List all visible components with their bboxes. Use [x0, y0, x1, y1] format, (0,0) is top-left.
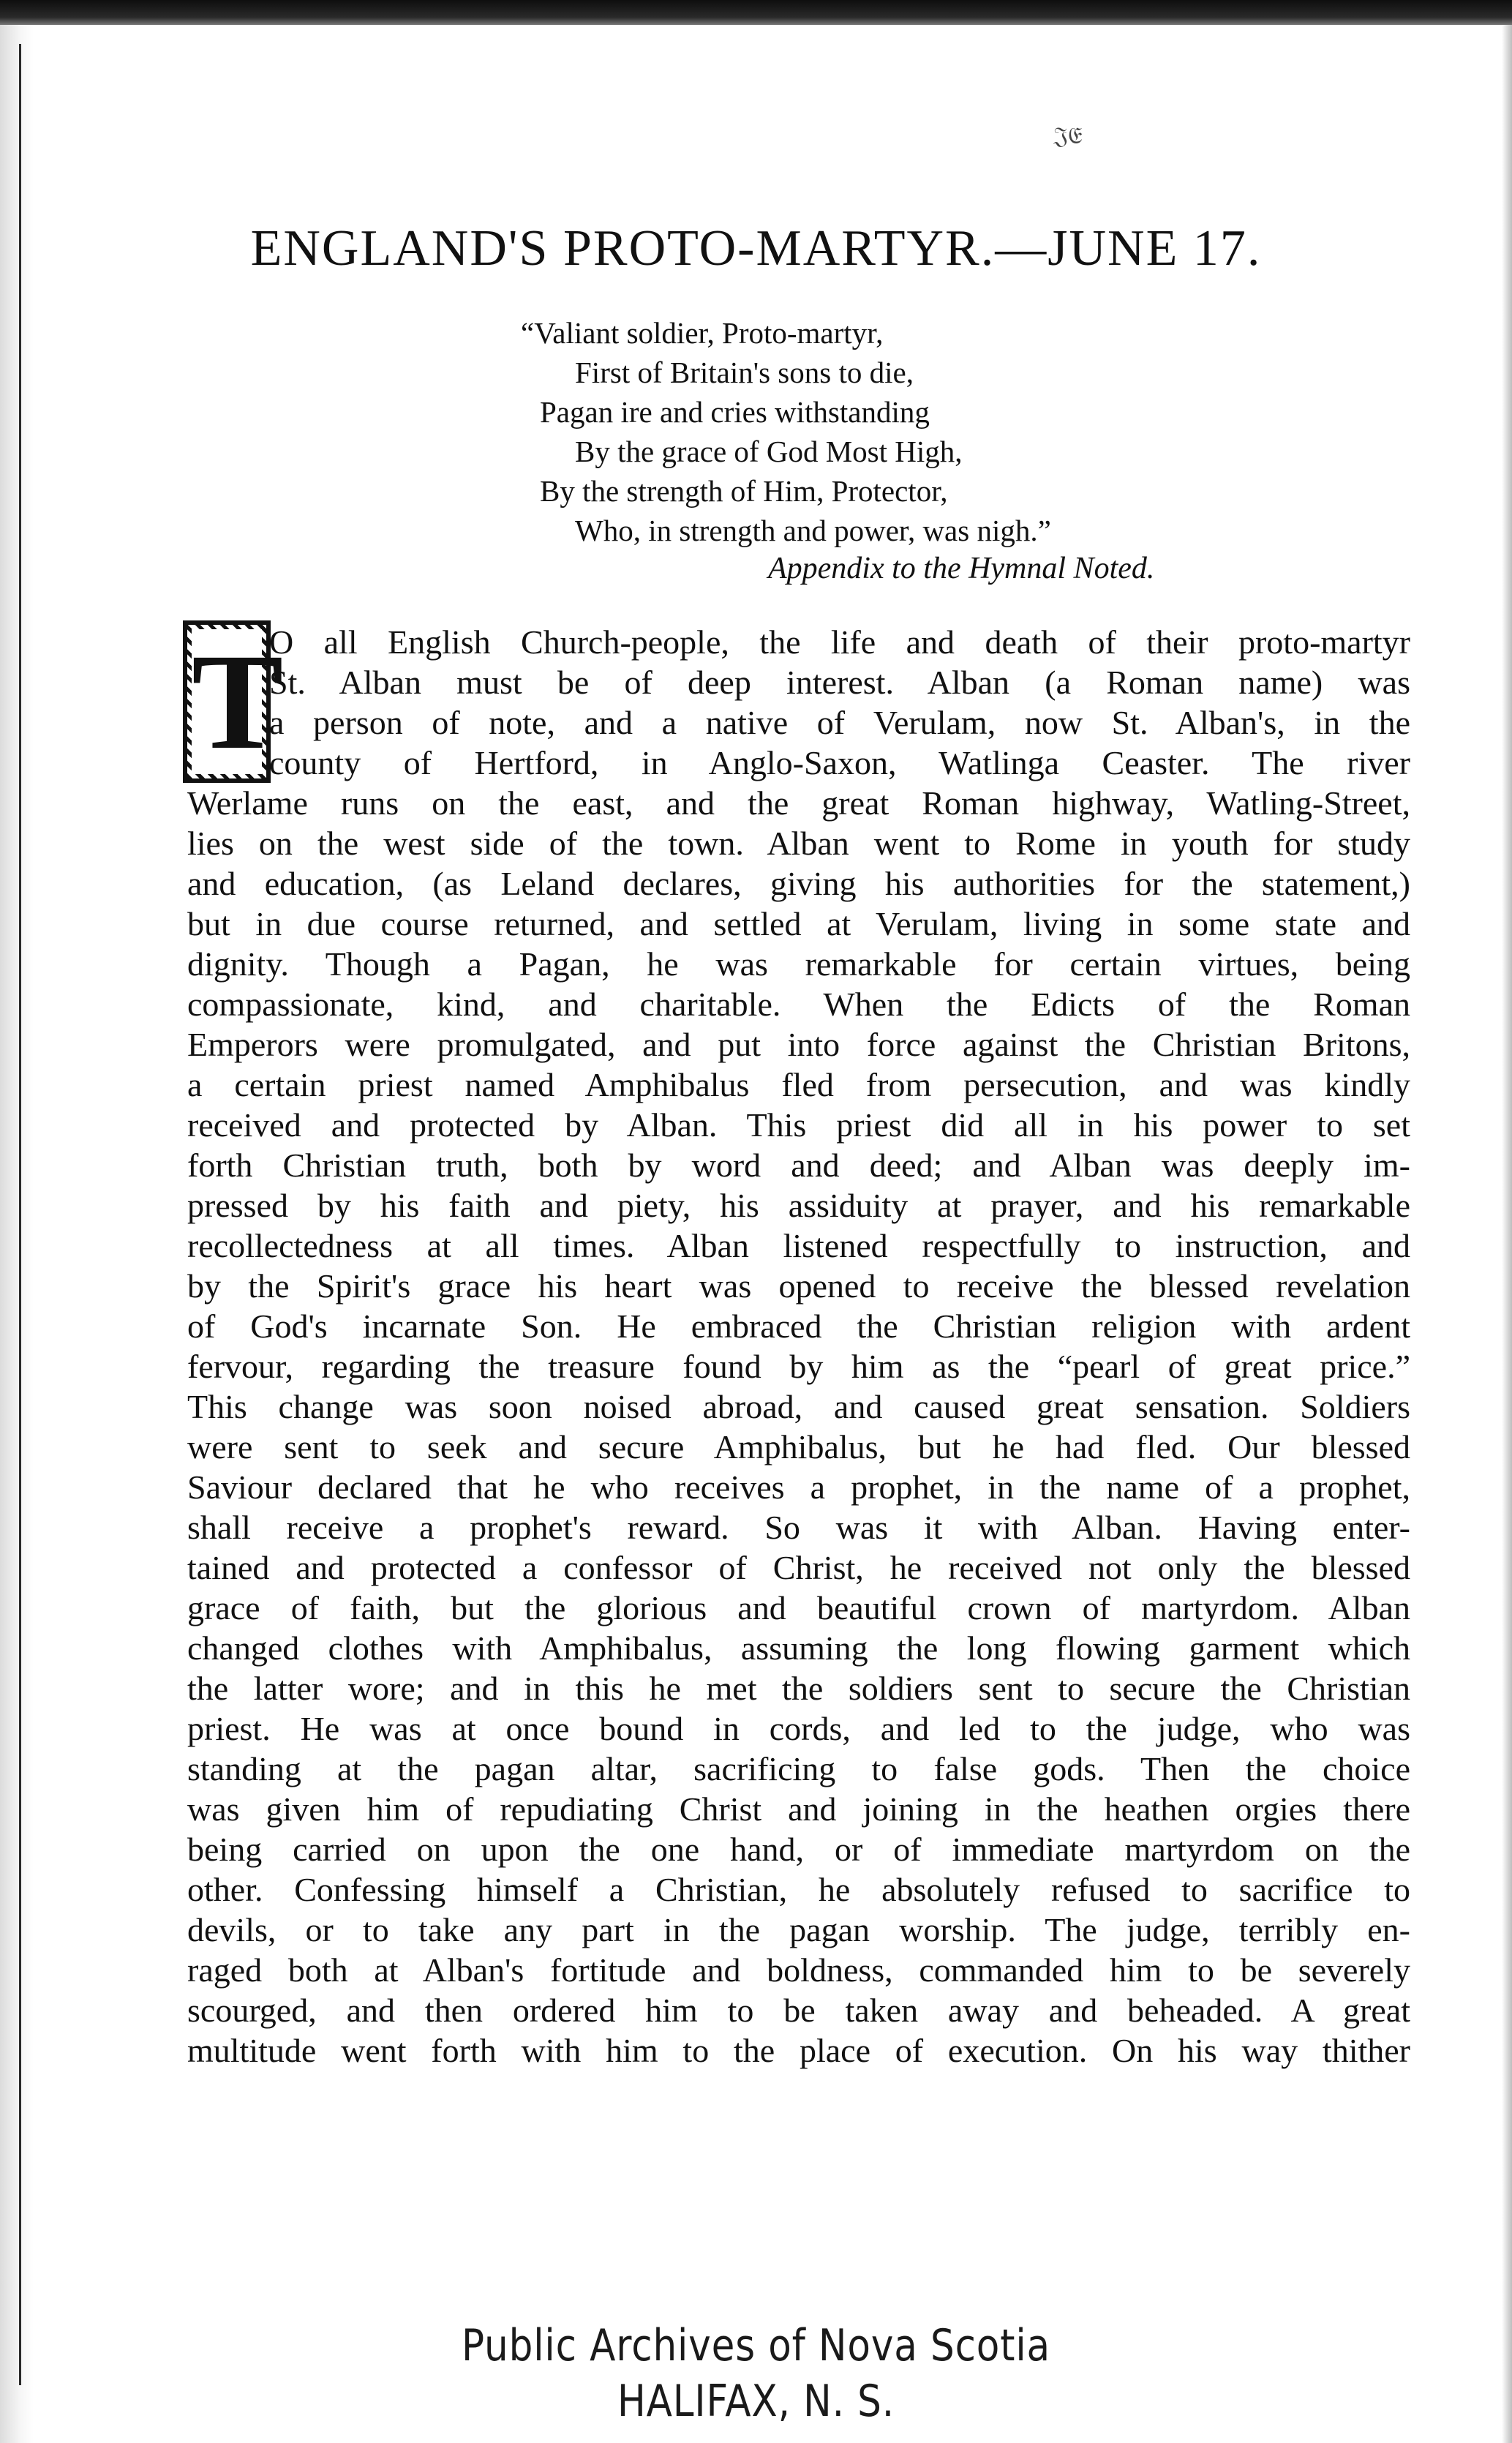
- drop-cap-letter: T: [192, 625, 284, 778]
- body-line: pressed by his faith and piety, his assiduity at prayer, and his remarkable: [187, 1187, 1410, 1224]
- body-line: Werlame runs on the east, and the great Roman highway, Watling-Street,: [187, 784, 1410, 822]
- page-left-edge: [0, 25, 34, 2443]
- binding-line: [19, 44, 21, 2385]
- body-line: standing at the pagan altar, sacrificing to false gods. Then the choice: [187, 1750, 1410, 1787]
- body-line: lies on the west side of the town. Alban went to Rome in youth for study: [187, 825, 1410, 862]
- body-line: This change was soon noised abroad, and caused great sensation. Soldiers: [187, 1388, 1410, 1425]
- body-line: were sent to seek and secure Amphibalus, but he had fled. Our blessed: [187, 1428, 1410, 1466]
- body-line: O all English Church-people, the life and death of their proto-martyr: [269, 623, 1410, 661]
- body-line: multitude went forth with him to the place of execution. On his way thither: [187, 2032, 1410, 2069]
- body-line: was given him of repudiating Christ and joining in the heathen orgies there: [187, 1790, 1410, 1828]
- body-line: raged both at Alban's fortitude and boldness, commanded him to be severely: [187, 1951, 1410, 1989]
- archive-stamp-line2: HALIFAX, N. S.: [617, 2376, 895, 2427]
- folio-mark: 𝔍𝔈: [1053, 121, 1083, 149]
- body-line: a person of note, and a native of Verulam, now St. Alban's, in the: [269, 704, 1410, 741]
- body-line: tained and protected a confessor of Christ, he received not only the blessed: [187, 1549, 1410, 1586]
- body-line: St. Alban must be of deep interest. Alban (a Roman name) was: [269, 664, 1410, 701]
- epigraph: [512, 313, 1244, 550]
- epigraph-line: First of Britain's sons to die,: [575, 356, 914, 389]
- page-top-border: [0, 0, 1512, 25]
- body-line: received and protected by Alban. This priest did all in his power to set: [187, 1106, 1410, 1144]
- body-line: changed clothes with Amphibalus, assuming the long flowing garment which: [187, 1629, 1410, 1667]
- body-line: of God's incarnate Son. He embraced the Christian religion with ardent: [187, 1307, 1410, 1345]
- epigraph-line: By the strength of Him, Protector,: [540, 474, 948, 508]
- body-line: by the Spirit's grace his heart was opened to receive the blessed revelation: [187, 1267, 1410, 1305]
- body-line: forth Christian truth, both by word and deed; and Alban was deeply im-: [187, 1147, 1410, 1184]
- epigraph-line: Pagan ire and cries withstanding: [540, 395, 930, 429]
- body-line: grace of faith, but the glorious and beautiful crown of martyrdom. Alban: [187, 1589, 1410, 1626]
- body-line: fervour, regarding the treasure found by him as the “pearl of great price.”: [187, 1348, 1410, 1385]
- body-line: a certain priest named Amphibalus fled from persecution, and was kindly: [187, 1066, 1410, 1103]
- body-line: being carried on upon the one hand, or of immediate martyrdom on the: [187, 1831, 1410, 1868]
- body-line: devils, or to take any part in the pagan worship. The judge, terribly en-: [187, 1911, 1410, 1948]
- body-line: priest. He was at once bound in cords, and led to the judge, who was: [187, 1710, 1410, 1747]
- article-title: ENGLAND'S PROTO-MARTYR.—JUNE 17.: [250, 220, 1262, 277]
- body-line: county of Hertford, in Anglo-Saxon, Watlinga Ceaster. The river: [269, 744, 1410, 781]
- body-line: Emperors were promulgated, and put into force against the Christian Britons,: [187, 1026, 1410, 1063]
- epigraph-line: By the grace of God Most High,: [575, 435, 963, 468]
- body-line: recollectedness at all times. Alban listened respectfully to instruction, and: [187, 1227, 1410, 1264]
- body-line: compassionate, kind, and charitable. When the Edicts of the Roman: [187, 986, 1410, 1023]
- article-body: [187, 622, 1410, 2071]
- body-line: the latter wore; and in this he met the soldiers sent to secure the Christian: [187, 1670, 1410, 1707]
- body-line: Saviour declared that he who receives a prophet, in the name of a prophet,: [187, 1468, 1410, 1506]
- body-line: and education, (as Leland declares, giving his authorities for the statement,): [187, 865, 1410, 902]
- archive-stamp: [106, 2318, 1407, 2429]
- body-line: shall receive a prophet's reward. So was it with Alban. Having enter-: [187, 1509, 1410, 1546]
- archive-stamp-line1: Public Archives of Nova Scotia: [461, 2320, 1051, 2371]
- page-right-edge: [1502, 25, 1512, 2443]
- epigraph-line: “Valiant soldier, Proto-martyr,: [521, 316, 884, 350]
- body-line: scourged, and then ordered him to be taken away and beheaded. A great: [187, 1992, 1410, 2029]
- body-line: dignity. Though a Pagan, he was remarkable for certain virtues, being: [187, 945, 1410, 983]
- body-line: other. Confessing himself a Christian, he absolutely refused to sacrifice to: [187, 1871, 1410, 1908]
- epigraph-source: Appendix to the Hymnal Noted.: [768, 552, 1155, 585]
- epigraph-line: Who, in strength and power, was nigh.”: [575, 514, 1051, 547]
- body-line: but in due course returned, and settled at Verulam, living in some state and: [187, 905, 1410, 942]
